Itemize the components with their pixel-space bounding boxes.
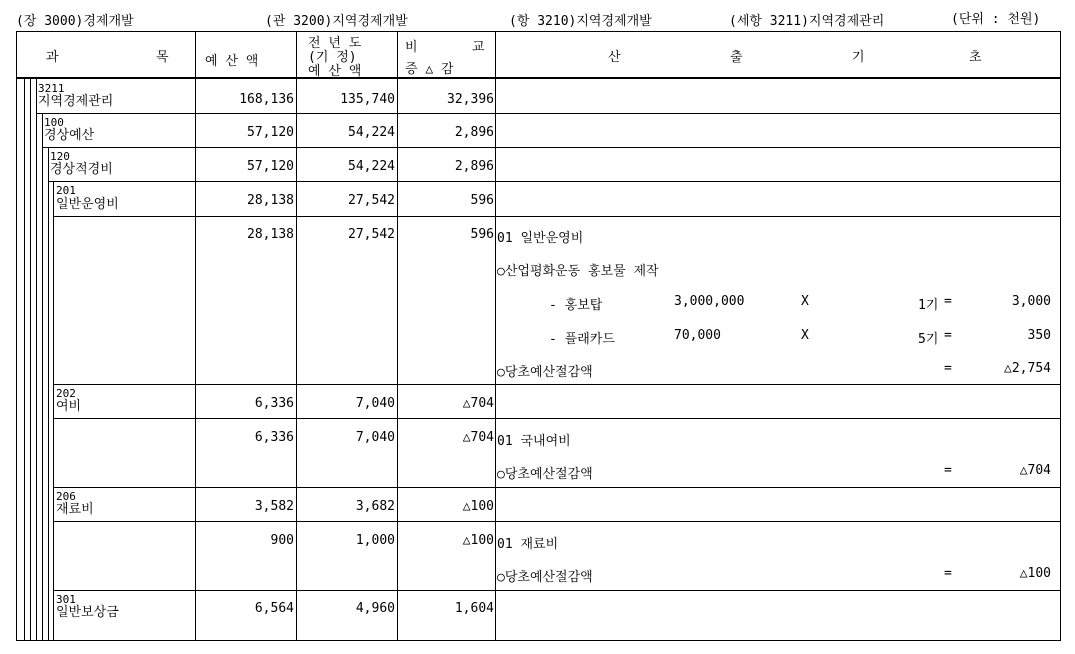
- row-prev: 27,542: [348, 193, 395, 208]
- detail-line1-price: 3,000,000: [674, 294, 745, 309]
- row-code: 100: [44, 116, 64, 129]
- detail-line1-qty: 1기: [918, 298, 939, 313]
- row-diff: △704: [462, 430, 494, 445]
- row-diff: 1,604: [454, 601, 494, 616]
- detail-savings-amount: △100: [1019, 566, 1051, 581]
- row-diff: △704: [462, 396, 494, 411]
- row-prev: 27,542: [348, 227, 395, 242]
- col-basis-3: 기: [852, 50, 865, 65]
- detail-title: 01 국내여비: [497, 434, 571, 449]
- row-code: 120: [50, 150, 70, 163]
- col-compare-2: 교: [472, 40, 485, 55]
- row-prev: 135,740: [340, 92, 395, 107]
- col-compare-1: 비: [405, 40, 418, 55]
- col-prev-3: 예 산 액: [308, 64, 362, 79]
- detail-savings-amount: △704: [1019, 463, 1051, 478]
- row-code: 301: [56, 593, 76, 606]
- detail-savings-label: ○당초예산절감액: [497, 467, 593, 482]
- row-budget: 900: [270, 533, 294, 548]
- col-prev-1: 전 년 도: [308, 36, 362, 51]
- row-diff: 596: [470, 227, 494, 242]
- row-budget: 57,120: [247, 125, 294, 140]
- row-prev: 3,682: [355, 499, 395, 514]
- detail-savings-label: ○당초예산절감액: [497, 365, 593, 380]
- row-code: 201: [56, 184, 76, 197]
- row-name: 일반운영비: [56, 197, 119, 212]
- row-budget: 3,582: [254, 499, 294, 514]
- col-basis-4: 초: [969, 50, 982, 65]
- header-hang: (항 3210)지역경제개발: [509, 14, 652, 29]
- detail-savings-label: ○당초예산절감액: [497, 570, 593, 585]
- detail-line1-eq: =: [944, 294, 952, 309]
- col-prev-2: (기 정): [308, 50, 357, 65]
- row-code: 206: [56, 490, 76, 503]
- row-budget: 28,138: [247, 193, 294, 208]
- row-diff: 2,896: [454, 125, 494, 140]
- detail-savings-eq: =: [944, 361, 952, 376]
- row-budget: 168,136: [239, 92, 294, 107]
- col-budget: 예 산 액: [205, 54, 259, 69]
- header-sehang: (세항 3211)지역경제관리: [729, 14, 885, 29]
- detail-line1-label: - 홍보탑: [549, 298, 603, 313]
- row-prev: 54,224: [348, 125, 395, 140]
- row-budget: 6,564: [254, 601, 294, 616]
- detail-savings-eq: =: [944, 463, 952, 478]
- detail-line1-amount: 3,000: [1011, 294, 1051, 309]
- header-gwan: (관 3200)지역경제개발: [265, 14, 408, 29]
- row-diff: △100: [462, 499, 494, 514]
- detail-line2-label: - 플래카드: [549, 332, 615, 347]
- row-name: 재료비: [56, 502, 94, 517]
- row-diff: 596: [470, 193, 494, 208]
- header-jang: (장 3000)경제개발: [16, 14, 134, 29]
- row-budget: 6,336: [254, 430, 294, 445]
- row-name: 경상적경비: [50, 162, 113, 177]
- row-prev: 4,960: [355, 601, 395, 616]
- row-name: 일반보상금: [56, 605, 119, 620]
- row-budget: 6,336: [254, 396, 294, 411]
- row-code: 3211: [38, 82, 65, 95]
- row-name: 경상예산: [44, 128, 95, 143]
- detail-title: 01 일반운영비: [497, 231, 584, 246]
- row-prev: 7,040: [355, 430, 395, 445]
- col-basis-2: 출: [730, 50, 743, 65]
- col-compare-3: 증 △ 감: [405, 62, 454, 77]
- row-prev: 54,224: [348, 159, 395, 174]
- row-prev: 1,000: [355, 533, 395, 548]
- row-budget: 57,120: [247, 159, 294, 174]
- detail-line2-qty: 5기: [918, 332, 939, 347]
- row-code: 202: [56, 387, 76, 400]
- row-name: 지역경제관리: [38, 94, 114, 109]
- col-gwamok-2: 목: [156, 50, 169, 65]
- detail-line1-x: X: [801, 294, 809, 309]
- detail-line2-eq: =: [944, 328, 952, 343]
- detail-line2-price: 70,000: [674, 328, 721, 343]
- row-name: 여비: [56, 399, 82, 414]
- row-prev: 7,040: [355, 396, 395, 411]
- detail-line2-x: X: [801, 328, 809, 343]
- row-diff: 2,896: [454, 159, 494, 174]
- detail-item-heading: ○산업평화운동 홍보물 제작: [497, 264, 659, 279]
- detail-savings-eq: =: [944, 566, 952, 581]
- row-diff: △100: [462, 533, 494, 548]
- row-budget: 28,138: [247, 227, 294, 242]
- detail-title: 01 재료비: [497, 537, 559, 552]
- col-gwamok-1: 과: [46, 50, 59, 65]
- detail-line2-amount: 350: [1027, 328, 1051, 343]
- detail-savings-amount: △2,754: [1004, 361, 1051, 376]
- header-unit: (단위 : 천원): [951, 12, 1041, 27]
- col-basis-1: 산: [608, 50, 621, 65]
- row-diff: 32,396: [447, 92, 494, 107]
